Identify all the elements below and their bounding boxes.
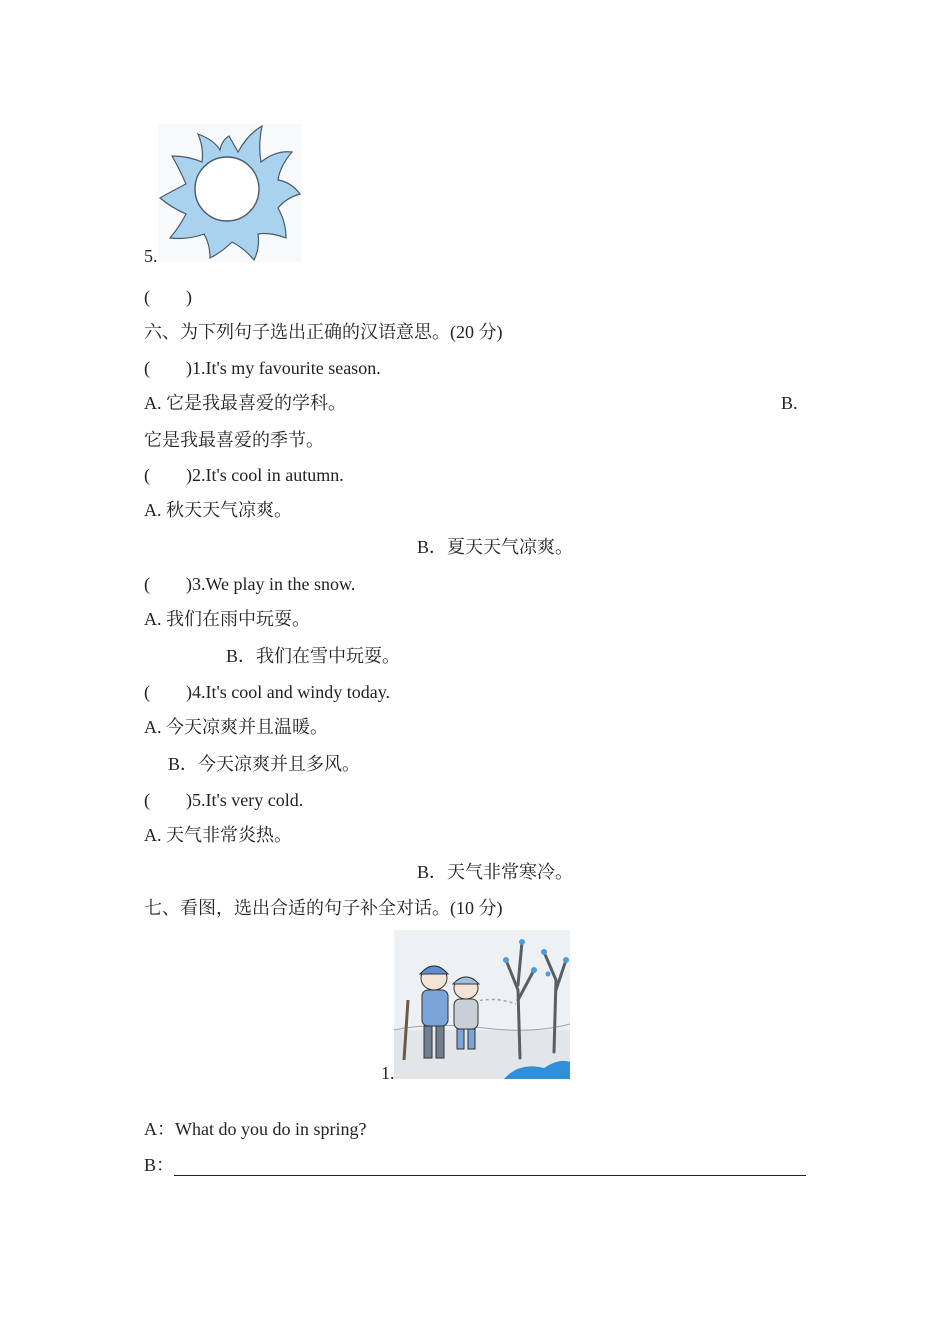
- dialogue-label-b: B：: [144, 1155, 175, 1175]
- option-a: A. 它是我最喜爱的学科。: [144, 393, 346, 413]
- answer-blank[interactable]: [174, 1157, 806, 1176]
- sun-picture: [158, 124, 301, 262]
- option-a: A. 秋天天气凉爽。: [144, 500, 292, 520]
- section-heading: 六、为下列句子选出正确的汉语意思。(20 分): [144, 322, 503, 342]
- question-stem: ( )3.We play in the snow.: [144, 574, 356, 594]
- answer-parentheses: ( ): [144, 287, 192, 307]
- question-stem: ( )2.It's cool in autumn.: [144, 465, 344, 485]
- section-heading: 七、看图，选出合适的句子补全对话。(10 分): [144, 898, 503, 918]
- question-stem: ( )1.It's my favourite season.: [144, 358, 381, 378]
- option-b: B．天气非常寒冷。: [417, 862, 574, 882]
- dialogue-line-b: [144, 1154, 806, 1176]
- option-b: B．夏天天气凉爽。: [417, 537, 574, 557]
- sun-icon: [158, 124, 301, 262]
- option-a: A. 天气非常炎热。: [144, 825, 292, 845]
- option-b: 它是我最喜爱的季节。: [144, 430, 324, 450]
- option-b: B．今天凉爽并且多风。: [168, 754, 361, 774]
- option-a: A. 我们在雨中玩耍。: [144, 609, 310, 629]
- question-stem: ( )5.It's very cold.: [144, 790, 304, 810]
- question-stem: ( )4.It's cool and windy today.: [144, 682, 391, 702]
- dialogue-line-a: A：What do you do in spring?: [144, 1119, 367, 1139]
- option-b-label: B.: [781, 393, 798, 413]
- option-a: A. 今天凉爽并且温暖。: [144, 717, 328, 737]
- question-number: 5.: [144, 246, 158, 266]
- question-number: 1.: [381, 1063, 395, 1083]
- option-b: B．我们在雪中玩耍。: [226, 646, 401, 666]
- tree-planting-picture: [394, 930, 570, 1079]
